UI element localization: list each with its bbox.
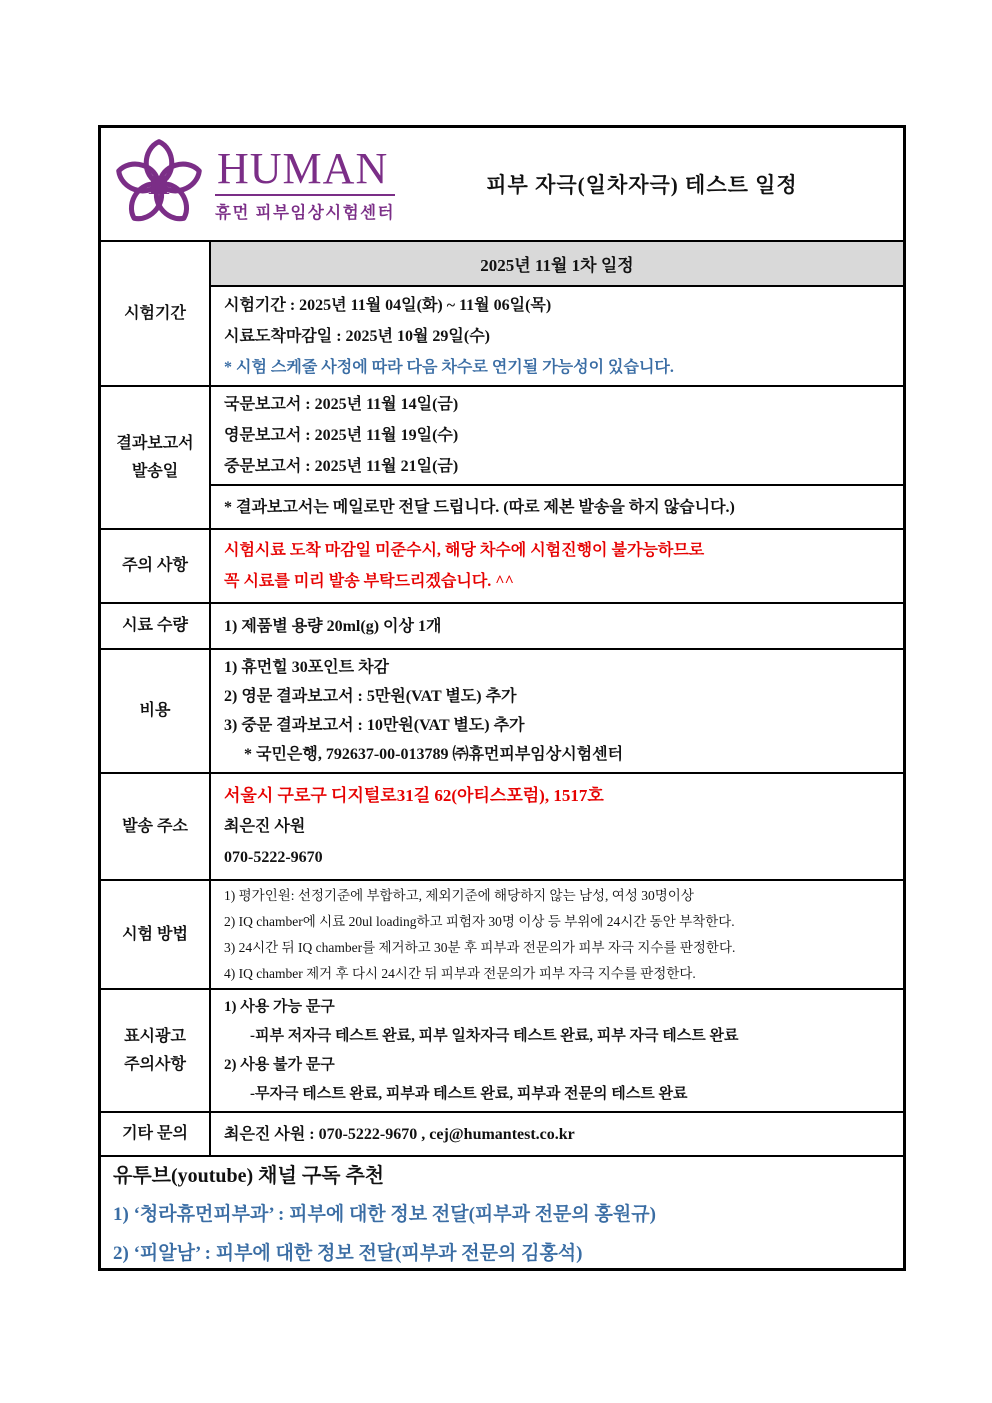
row-label-sample: 시료 수량 [101,604,211,648]
row-other-inquiry [101,1111,903,1155]
sample-cell [211,604,903,648]
row-label-test-period: 시험기간 [101,242,211,385]
title-wrap [395,169,903,199]
report-chinese-line: 중문보고서 : 2025년 11월 21일(금) [224,458,459,475]
row-label-labeling [101,990,211,1111]
row-test-method [101,879,903,988]
row-labeling-caution [101,988,903,1111]
row-cost [101,648,903,772]
row-test-period [101,240,903,385]
cost-line: 3) 중문 결과보고서 : 10만원(VAT 별도) 추가 [224,717,525,734]
row-report-dates [101,385,903,528]
row-caution [101,528,903,602]
page-title: 피부 자극(일차자극) 테스트 일정 [486,173,798,197]
youtube-section-title: 유투브(youtube) 채널 구독 추천 [113,1165,385,1187]
labeling-allowed-header: 1) 사용 가능 문구 [224,998,335,1015]
flower-logo-icon [113,138,205,230]
sample-line: 1) 제품별 용량 20ml(g) 이상 1개 [224,617,442,635]
row-label-cost: 비용 [101,650,211,772]
row-label-report-line2: 발송일 [131,462,179,480]
labeling-forbidden-header: 2) 사용 불가 문구 [224,1056,335,1073]
method-step: 4) IQ chamber 제거 후 다시 24시간 뒤 피부과 전문의가 피부 자극 지수를 판정한다. [224,965,696,981]
row-shipping-address [101,772,903,879]
cost-cell [211,650,903,772]
caution-cell [211,530,903,602]
labeling-cell [211,990,903,1111]
row-label-labeling-line2: 주의사항 [124,1055,186,1073]
address-phone: 070-5222-9670 [224,849,323,866]
test-period-content [211,242,903,385]
schedule-banner: 2025년 11월 1차 일정 [211,242,903,287]
row-label-contact: 기타 문의 [101,1113,211,1155]
bank-account-line: * 국민은행, 792637-00-013789 ㈜휴먼피부임상시험센터 [244,746,624,763]
row-label-address: 발송 주소 [101,774,211,879]
brand-subtitle: 휴먼 피부임상시험센터 [215,202,396,222]
youtube-channel-line: 2) ‘피알남’ : 피부에 대한 정보 전달(피부과 전문의 김홍석) [113,1243,583,1264]
address-line: 서울시 구로구 디지털로31길 62(아티스포럼), 1517호 [224,786,604,805]
report-korean-line: 국문보고서 : 2025년 11월 14일(금) [224,396,459,413]
sample-deadline-line: 시료도착마감일 : 2025년 10월 29일(수) [224,327,491,345]
test-period-line: 시험기간 : 2025년 11월 04일(화) ~ 11월 06일(목) [224,296,552,314]
method-cell [211,881,903,988]
report-dates-cell [211,387,903,484]
labeling-forbidden-phrases: -무자극 테스트 완료, 피부과 테스트 완료, 피부과 전문의 테스트 완료 [250,1085,688,1102]
method-step: 2) IQ chamber에 시료 20ul loading하고 피험자 30명 이상 등 부위에 24시간 동안 부착한다. [224,913,735,929]
schedule-note-line: * 시험 스케줄 사정에 따라 다음 차수로 연기될 가능성이 있습니다. [224,358,674,376]
test-period-cell [211,287,903,385]
address-contact-name: 최은진 사원 [224,818,306,835]
report-english-line: 영문보고서 : 2025년 11월 19일(수) [224,427,459,444]
cost-line: 2) 영문 결과보고서 : 5만원(VAT 별도) 추가 [224,688,517,705]
youtube-channel-line: 1) ‘청라휴먼피부과’ : 피부에 대한 정보 전달(피부과 전문의 홍원규) [113,1204,656,1225]
report-content [211,387,903,528]
report-note-cell [211,484,903,528]
row-label-report-line1: 결과보고서 [116,435,194,453]
brand-name: HUMAN [215,146,395,196]
labeling-allowed-phrases: -피부 저자극 테스트 완료, 피부 일차자극 테스트 완료, 피부 자극 테스트 완료 [250,1027,739,1044]
report-note-line: * 결과보고서는 메일로만 전달 드립니다. (따로 제본 발송을 하지 않습니다.) [224,498,735,516]
method-step: 3) 24시간 뒤 IQ chamber를 제거하고 30분 후 피부과 전문의가 피부 자극 지수를 판정한다. [224,939,736,955]
address-cell [211,774,903,879]
schedule-table [98,125,906,1271]
method-step: 1) 평가인원: 선정기준에 부합하고, 제외기준에 해당하지 않는 남성, 여성 30명이상 [224,887,694,903]
header-row [101,128,903,240]
row-label-caution: 주의 사항 [101,530,211,602]
row-label-method: 시험 방법 [101,881,211,988]
row-label-labeling-line1: 표시광고 [124,1028,186,1046]
logo-monogram: H [148,169,170,201]
caution-line: 시험시료 도착 마감일 미준수시, 해당 차수에 시험진행이 불가능하므로 [224,542,705,559]
caution-line: 꼭 시료를 미리 발송 부탁드리겠습니다. ^^ [224,573,514,590]
row-label-report [101,387,211,528]
logo-text [215,143,396,223]
brand-logo [113,138,395,230]
youtube-section [101,1155,903,1273]
cost-line: 1) 휴먼힐 30포인트 차감 [224,659,389,676]
row-sample-quantity [101,602,903,648]
contact-cell [211,1113,903,1155]
contact-line: 최은진 사원 : 070-5222-9670 , cej@humantest.co.kr [224,1125,575,1143]
